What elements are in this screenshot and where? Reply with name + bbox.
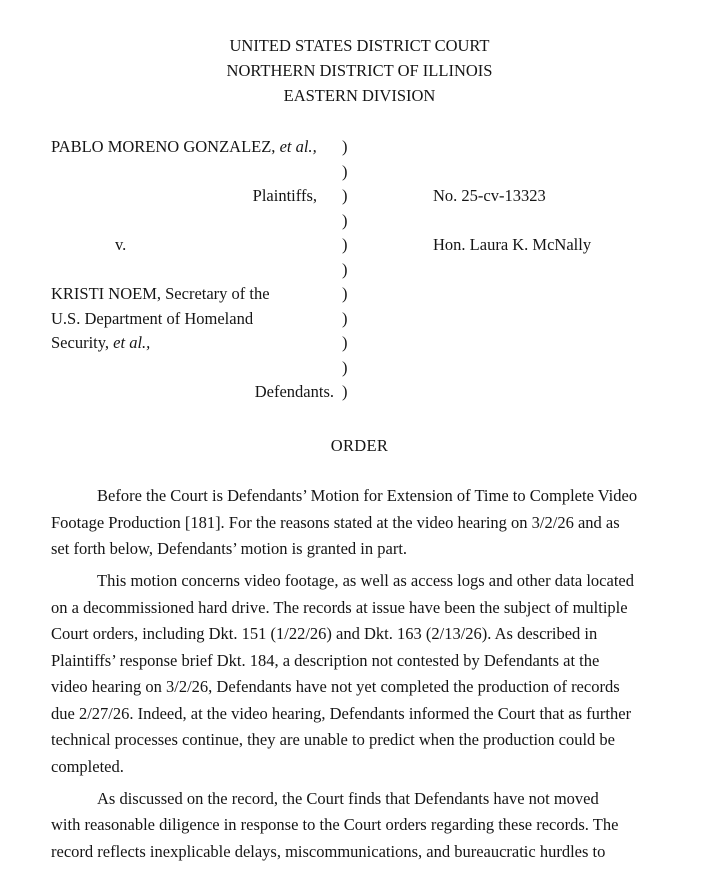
- defendant-et-al: et al.: [113, 333, 147, 352]
- order-title: ORDER: [330, 435, 389, 455]
- caption-paren-column: [342, 135, 356, 405]
- court-header: [51, 33, 668, 108]
- caption-paren: ): [342, 259, 348, 279]
- order-body: [51, 483, 668, 865]
- document-line: This motion concerns video footage, as well as access logs and other data located: [97, 571, 634, 590]
- order-paragraph-3: [51, 786, 668, 866]
- defendant-name-line-2: U.S. Department of Homeland: [51, 308, 254, 328]
- court-name: UNITED STATES DISTRICT COURT: [229, 36, 490, 55]
- document-line: with reasonable diligence in response to the Court orders regarding these records. The: [51, 815, 619, 834]
- caption-paren: ): [342, 186, 348, 205]
- document-line: completed.: [51, 756, 124, 776]
- defendant-name-line-1: KRISTI NOEM, Secretary of the: [51, 284, 270, 303]
- caption-spacer: [51, 209, 342, 234]
- plaintiff-et-al: et al.: [279, 137, 313, 156]
- versus-marker: v.: [115, 235, 127, 254]
- caption-spacer: [51, 160, 342, 185]
- caption-paren: ): [342, 357, 348, 377]
- order-paragraph-1: [51, 483, 668, 563]
- plaintiff-name: [51, 135, 342, 160]
- document-line: set forth below, Defendants’ motion is granted in part.: [51, 539, 408, 558]
- plaintiffs-designation: Plaintiffs,: [252, 186, 317, 205]
- plaintiff-name-suffix: ,: [312, 137, 317, 156]
- caption-paren: ): [342, 137, 348, 156]
- court-division: EASTERN DIVISION: [283, 86, 436, 105]
- caption-spacer: [433, 160, 591, 185]
- document-line: on a decommissioned hard drive. The records at issue have been the subject of multiple: [51, 597, 628, 617]
- document-line: As discussed on the record, the Court finds that Defendants have not moved: [97, 788, 599, 808]
- caption-spacer: [433, 209, 591, 234]
- case-number: No. 25-cv-13323: [433, 186, 546, 205]
- caption-paren: ): [342, 235, 348, 254]
- caption-paren: ): [342, 210, 348, 230]
- document-line: video hearing on 3/2/26, Defendants have not yet completed the production of records: [51, 677, 620, 696]
- caption-spacer: [51, 356, 342, 381]
- document-line: record reflects inexplicable delays, miscommunications, and bureaucratic hurdles to: [51, 841, 606, 861]
- caption-paren: ): [342, 382, 348, 401]
- caption-paren: ): [342, 308, 348, 328]
- caption-spacer: [51, 258, 342, 283]
- defendant-name-suffix: ,: [146, 333, 151, 352]
- document-line: Footage Production [181]. For the reasons stated at the video hearing on 3/2/26 and as: [51, 512, 620, 532]
- document-line: Court orders, including Dkt. 151 (1/22/26) and Dkt. 163 (2/13/26). As described in: [51, 624, 598, 643]
- caption-paren: ): [342, 161, 348, 181]
- court-district: NORTHERN DISTRICT OF ILLINOIS: [226, 61, 493, 80]
- document-line: due 2/27/26. Indeed, at the video hearing, Defendants informed the Court that as further: [51, 703, 632, 723]
- defendant-name-line-3-text: Security,: [51, 333, 114, 352]
- document-line: Before the Court is Defendants’ Motion for Extension of Time to Complete Video: [97, 486, 638, 505]
- defendants-designation: Defendants.: [254, 382, 334, 401]
- plaintiff-name-text: PABLO MORENO GONZALEZ,: [51, 137, 280, 156]
- caption-case-column: [356, 135, 591, 405]
- case-caption: [51, 135, 668, 405]
- caption-spacer: [433, 135, 591, 160]
- caption-parties-column: [51, 135, 342, 405]
- judge-name: Hon. Laura K. McNally: [433, 235, 592, 254]
- order-paragraph-2: [51, 568, 668, 780]
- caption-paren: ): [342, 333, 348, 352]
- caption-paren: ): [342, 284, 348, 303]
- document-line: technical processes continue, they are unable to predict when the production could be: [51, 730, 616, 749]
- document-line: Plaintiffs’ response brief Dkt. 184, a description not contested by Defendants at the: [51, 650, 600, 670]
- defendant-name-line-3: [51, 331, 342, 356]
